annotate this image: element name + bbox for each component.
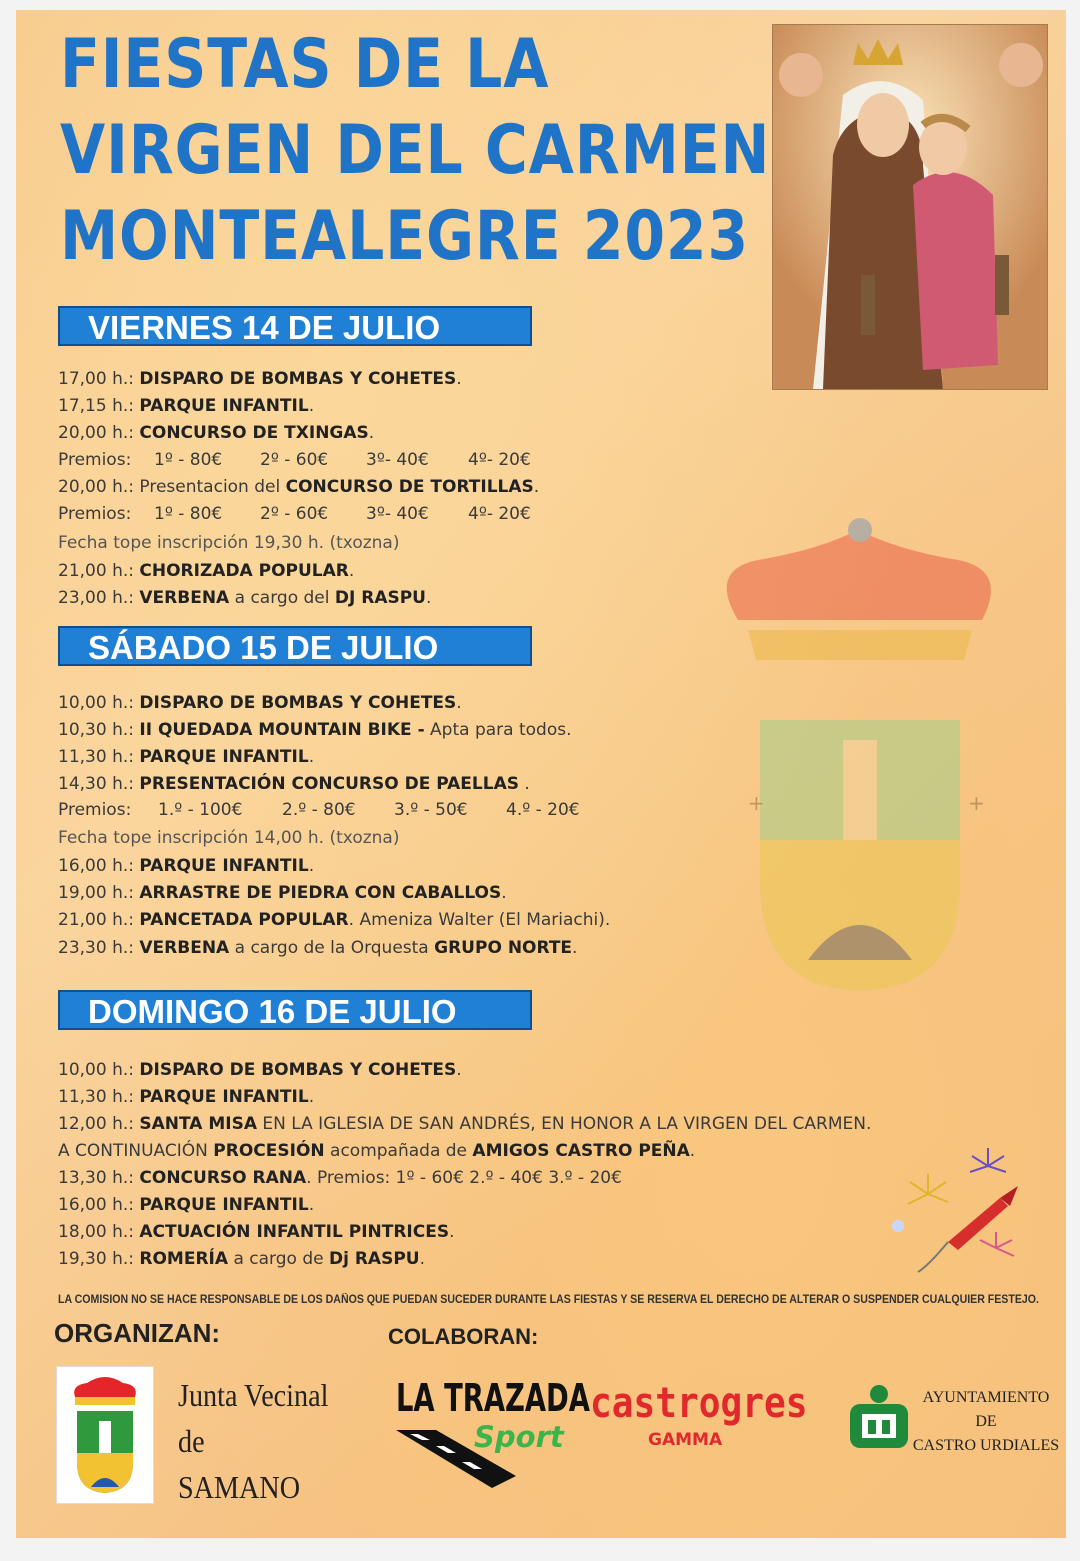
virgin-carmen-image <box>772 24 1048 390</box>
event-line: 14,30 h.: PRESENTACIÓN CONCURSO DE PAELLAS . <box>58 774 530 794</box>
event-line: 16,00 h.: PARQUE INFANTIL. <box>58 856 315 876</box>
event-line: 11,30 h.: PARQUE INFANTIL. <box>58 1087 315 1107</box>
junta-line: SAMANO <box>178 1469 301 1505</box>
event-line: 20,00 h.: CONCURSO DE TXINGAS. <box>58 423 375 443</box>
event-line: 10,00 h.: DISPARO DE BOMBAS Y COHETES. <box>58 693 462 713</box>
event-line: 10,30 h.: II QUEDADA MOUNTAIN BIKE - Apta para todos. <box>58 720 572 740</box>
day-header-viernes: VIERNES 14 DE JULIO <box>58 306 532 346</box>
disclaimer-text: LA COMISION NO SE HACE RESPONSABLE DE LOS DAÑOS QUE PUEDAN SUCEDER DURANTE LAS FIESTAS Y SE RESERVA EL DERECHO DE ALTERAR O SUSPENDER CUALQUIER FESTEJO. <box>58 1294 1039 1306</box>
junta-line: de <box>178 1423 205 1459</box>
title-line-2: VIRGEN DEL CARMEN <box>60 111 771 190</box>
ayto-line: CASTRO URDIALES <box>912 1437 1060 1454</box>
event-line: 16,00 h.: PARQUE INFANTIL. <box>58 1195 315 1215</box>
event-line: A CONTINUACIÓN PROCESIÓN acompañada de AMIGOS CASTRO PEÑA. <box>58 1141 696 1161</box>
event-line: 20,00 h.: Presentacion del CONCURSO DE TORTILLAS. <box>58 477 540 497</box>
day-header-sabado: SÁBADO 15 DE JULIO <box>58 626 532 666</box>
deadline-note: Fecha tope inscripción 19,30 h. (txozna) <box>58 533 400 553</box>
fireworks-icon <box>878 1146 1028 1276</box>
event-line: 17,00 h.: DISPARO DE BOMBAS Y COHETES. <box>58 369 462 389</box>
event-line: 19,30 h.: ROMERÍA a cargo de Dj RASPU. <box>58 1249 426 1269</box>
event-line: 21,00 h.: PANCETADA POPULAR. Ameniza Walter (El Mariachi). <box>58 910 611 930</box>
prize-line: Premios: 1.º - 100€ 2.º - 80€ 3.º - 50€ 4.º - 20€ <box>58 800 580 820</box>
event-line: 19,00 h.: ARRASTRE DE PIEDRA CON CABALLOS. <box>58 883 507 903</box>
event-line: 18,00 h.: ACTUACIÓN INFANTIL PINTRICES. <box>58 1222 455 1242</box>
title-line-1: FIESTAS DE LA <box>60 25 550 104</box>
prize-line: Premios: 1º - 80€ 2º - 60€ 3º- 40€ 4º- 20€ <box>58 450 531 470</box>
fiesta-poster <box>16 10 1066 1538</box>
svg-text:+: + <box>748 791 765 815</box>
junta-vecinal-text <box>178 1372 328 1510</box>
castrogres-gamma-text: GAMMA <box>648 1430 723 1450</box>
event-line: 23,00 h.: VERBENA a cargo del DJ RASPU. <box>58 588 432 608</box>
poster-title <box>60 22 771 280</box>
junta-crest-icon <box>56 1366 154 1504</box>
ayuntamiento-seal-icon <box>846 1382 912 1454</box>
event-line: 12,00 h.: SANTA MISA EN LA IGLESIA DE SAN ANDRÉS, EN HONOR A LA VIRGEN DEL CARMEN. <box>58 1114 872 1134</box>
deadline-note: Fecha tope inscripción 14,00 h. (txozna) <box>58 828 400 848</box>
ayto-line: AYUNTAMIENTO <box>922 1389 1050 1406</box>
ayuntamiento-text <box>906 1386 1066 1458</box>
event-line: 21,00 h.: CHORIZADA POPULAR. <box>58 561 355 581</box>
colaboran-label: COLABORAN: <box>388 1324 539 1349</box>
castrogres-logo: castrogres <box>590 1378 808 1427</box>
title-line-3: MONTEALEGRE 2023 <box>60 197 750 276</box>
day-header-domingo: DOMINGO 16 DE JULIO <box>58 990 532 1030</box>
event-line: 11,30 h.: PARQUE INFANTIL. <box>58 747 315 767</box>
organizan-label: ORGANIZAN: <box>54 1318 221 1348</box>
ayto-line: DE <box>975 1413 997 1430</box>
trazada-sport-text: Sport <box>474 1420 564 1454</box>
junta-line: Junta Vecinal <box>178 1377 329 1413</box>
svg-text:+: + <box>968 791 985 815</box>
event-line: 13,30 h.: CONCURSO RANA. Premios: 1º - 60€ 2.º - 40€ 3.º - 20€ <box>58 1168 622 1188</box>
coat-of-arms-watermark <box>668 490 1052 1030</box>
la-trazada-logo: LA TRAZADA <box>396 1376 590 1420</box>
event-line: 10,00 h.: DISPARO DE BOMBAS Y COHETES. <box>58 1060 462 1080</box>
event-line: 17,15 h.: PARQUE INFANTIL. <box>58 396 315 416</box>
event-line: 23,30 h.: VERBENA a cargo de la Orquesta GRUPO NORTE. <box>58 938 578 958</box>
prize-line: Premios: 1º - 80€ 2º - 60€ 3º- 40€ 4º- 20€ <box>58 504 531 524</box>
